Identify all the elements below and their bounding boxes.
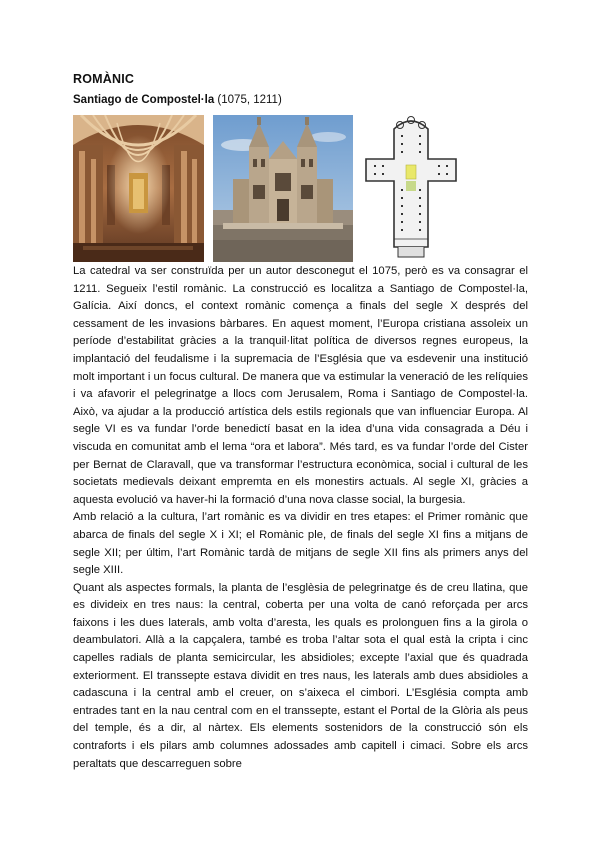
paragraph-2: Amb relació a la cultura, l’art romànic es va dividir en tres etapes: el Primer romànic que abarca de finals del segle X i XI; el Romànic ple, de finals del segle XI fins a mitjans de segle XII; per últim, l’art Romànic tardà de mitjans de segle XII fins als primers anys del segle XIII. — [73, 511, 528, 577]
page-subtitle — [73, 94, 282, 106]
subtitle-name: Santiago de Compostel·la — [73, 94, 215, 106]
paragraph-3: Quant als aspectes formals, la planta de l’esglèsia de pelegrinatge és de creu llatina, que es divideix en tres naus: la central, coberta per una volta de canó reforçada per arcs faixons i les dues laterals, amb volta d’aresta, les quals es prolonguen fins a la girola o deambulatori. Allà a la capçalera, també es troba l’altar sota el qual està la cripta i cinc capelles radials de planta semicircular, les absidioles; excepte l’axial que és quadrada exteriorment. El transsepte estava dividit en tres naus, les laterals amb dues absidioles a cadascuna i la central amb el creuer, on s’aixeca el cimbori. L’Església compta amb entrades tant en la nau central com en el transsepte, estant el Portal de la Glòria als peus del temple, és a dir, al nàrtex. Els elements sostenidors de la construcció són els contraforts i els pilars amb columnes adossades amb capitell i cimaci. Sobre els arcs peraltats que descarreguen sobre — [73, 581, 528, 770]
page-title: ROMÀNIC — [73, 72, 135, 86]
figures-row — [73, 115, 533, 262]
paragraph-1: La catedral va ser construïda per un autor desconegut el 1075, però es va consagrar el 1211. Segueix l’estil romànic. La construcció es localitza a Santiago de Compostel·la, Galícia. Així doncs, el context romànic comença a finals del segle X després del cessament de les invasions bàrbares. En aquest moment, l’Europa cristiana assoleix un període d’estabilitat gràcies a la tranquil·litat política de diversos regnes europeus, la implantació del feudalisme i la supremacia de l’Església que va esdevenir una institució molt important i un focus cultural. De manera que va estimular la veneració de les relíquies i va afavorir el pelegrinatge a llocs com Jerusalem, Roma i Santiago de Compostel·la. Això, va ajudar a la producció artística dels estils regionals que van influenciar Europa. Al segle VI es va fundar l’orde benedictí basat en la idea d’una vida consagrada a Déu i viscuda en comunitat amb el lema “ora et labora”. Més tard, es va fundar l’orde del Cister per Bernat de Claravall, que va transformar l’estructura econòmica, social i cultural de les societats medievals deixant empremta en els monestirs actuals. Al segle XI, gràcies a aquesta evolució va haver-hi la formació d’una nova classe social, la burgesia. — [73, 265, 528, 506]
subtitle-dates: (1075, 1211) — [217, 94, 282, 106]
cathedral-floor-plan — [362, 115, 460, 262]
cathedral-facade-photo — [213, 115, 353, 262]
cathedral-nave-photo — [73, 115, 204, 262]
body-text — [73, 263, 528, 773]
